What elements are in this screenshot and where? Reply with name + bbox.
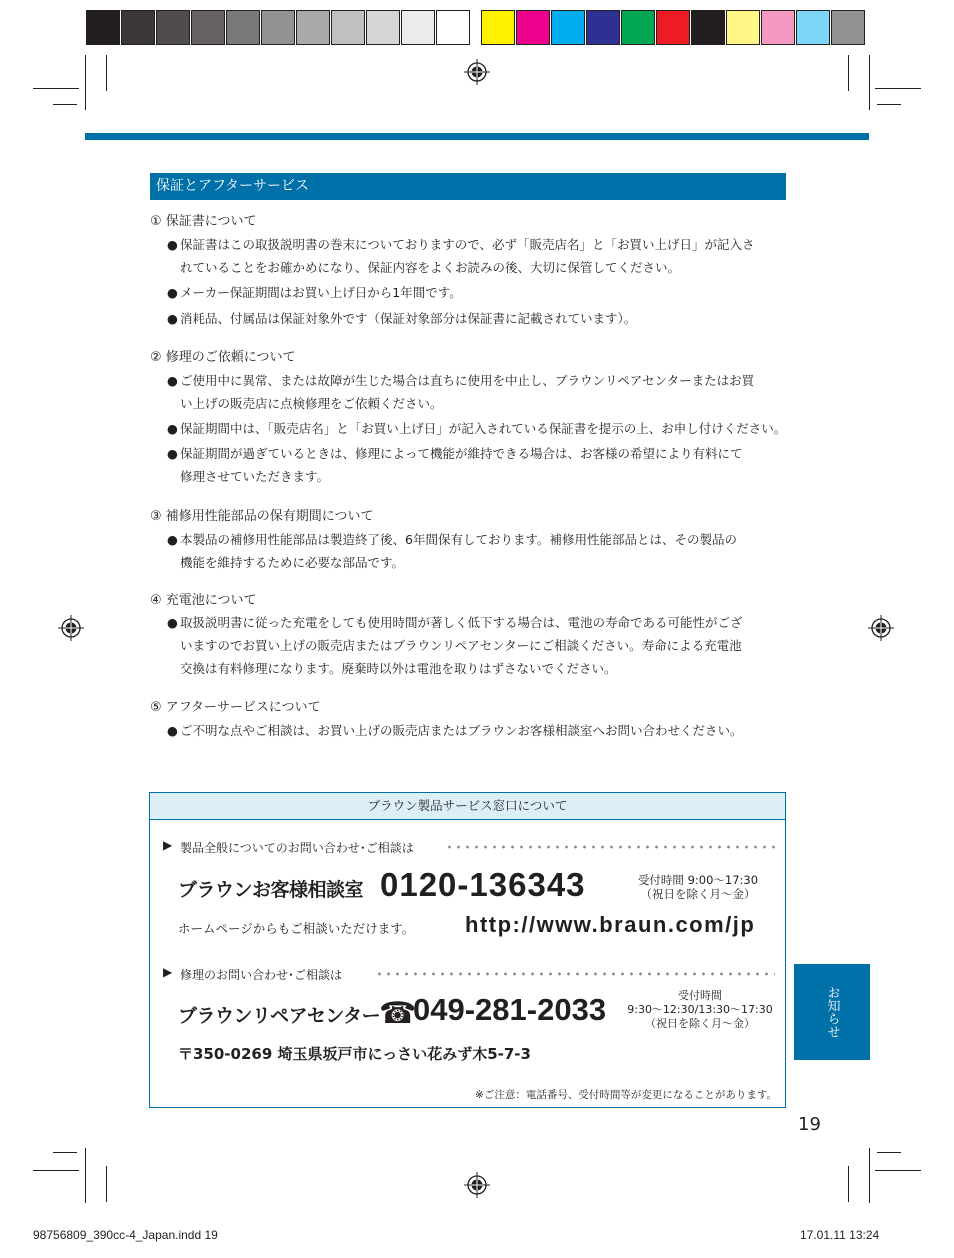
list-item: ● 消耗品、付属品は保証対象外です（保証対象部分は保証書に記載されています）。 bbox=[167, 311, 637, 326]
color-swatch bbox=[691, 10, 725, 45]
registration-mark-icon bbox=[868, 615, 894, 641]
list-item: ● ご不明な点やご相談は、お買い上げの販売店またはブラウンお客様相談室へお問い合わせください。 bbox=[167, 723, 743, 738]
crop-mark bbox=[869, 55, 870, 110]
process-color-bar bbox=[481, 10, 866, 45]
repair-center-address: 〒350-0269 埼玉県坂戸市にっさい花みず木5-7-3 bbox=[178, 1045, 531, 1063]
triangle-marker-icon: ▶ bbox=[163, 965, 173, 979]
color-swatch bbox=[331, 10, 365, 45]
color-swatch bbox=[726, 10, 760, 45]
color-swatch bbox=[296, 10, 330, 45]
registration-mark-icon bbox=[464, 59, 490, 85]
header-rule bbox=[85, 133, 869, 140]
color-swatch bbox=[656, 10, 690, 45]
triangle-marker-icon: ▶ bbox=[163, 838, 173, 852]
crop-mark bbox=[869, 1148, 870, 1203]
list-item: ● 本製品の補修用性能部品は製造終了後、6年間保有しております。補修用性能部品とは、その製品の 機能を維持するために必要な部品です。 bbox=[167, 532, 737, 570]
repair-inquiry-label: 修理のお問い合わせ･ご相談は bbox=[180, 968, 343, 982]
service-contact-box bbox=[149, 792, 786, 1108]
service-box-title: ブラウン製品サービス窓口について bbox=[150, 793, 785, 820]
color-swatch bbox=[366, 10, 400, 45]
list-item: ● メーカー保証期間はお買い上げ日から1年間です。 bbox=[167, 285, 462, 300]
color-swatch bbox=[121, 10, 155, 45]
page-number: 19 bbox=[798, 1114, 821, 1135]
crop-mark bbox=[106, 1166, 107, 1202]
crop-mark bbox=[33, 88, 79, 89]
dotted-leader bbox=[375, 972, 775, 976]
footer-datetime: 17.01.11 13:24 bbox=[800, 1228, 880, 1242]
color-swatch bbox=[586, 10, 620, 45]
crop-mark bbox=[85, 55, 86, 110]
color-swatch bbox=[156, 10, 190, 45]
crop-mark bbox=[875, 88, 921, 89]
crop-mark bbox=[877, 1152, 901, 1153]
item-3-heading: ③ 補修用性能部品の保有期間について bbox=[150, 509, 374, 524]
color-swatch bbox=[516, 10, 550, 45]
color-swatch bbox=[621, 10, 655, 45]
registration-mark-icon bbox=[464, 1172, 490, 1198]
repair-center-name: ブラウンリペアセンター bbox=[178, 1005, 381, 1027]
customer-phone-number: 0120-136343 bbox=[380, 866, 586, 903]
color-swatch bbox=[226, 10, 260, 45]
list-item: ● ご使用中に異常、または故障が生じた場合は直ちに使用を中止し、ブラウンリペアセンターまたはお買 い上げの販売店に点検修理をご依頼ください。 bbox=[167, 373, 755, 411]
website-text: ホームページからもご相談いただけます。 bbox=[178, 921, 415, 936]
repair-hours: 受付時間 9:30～12:30/13:30～17:30 （祝日を除く月～金） bbox=[627, 989, 773, 1030]
registration-mark-icon bbox=[58, 615, 84, 641]
color-swatch bbox=[191, 10, 225, 45]
crop-mark bbox=[33, 1170, 79, 1171]
crop-mark bbox=[85, 1148, 86, 1203]
section-title: 保証とアフターサービス bbox=[150, 173, 786, 200]
color-swatch bbox=[436, 10, 470, 45]
website-url[interactable]: http://www.braun.com/jp bbox=[465, 912, 756, 937]
crop-mark bbox=[106, 55, 107, 91]
color-swatch bbox=[831, 10, 865, 45]
item-1-heading: ① 保証書について bbox=[150, 214, 257, 229]
footer-file-info: 98756809_390cc-4_Japan.indd 19 bbox=[33, 1228, 218, 1242]
list-item: ● 保証期間中は、「販売店名」と「お買い上げ日」が記入されている保証書を提示の上、お申し付けください。 bbox=[167, 421, 787, 436]
dotted-leader bbox=[445, 845, 775, 849]
color-swatch bbox=[796, 10, 830, 45]
customer-desk-name: ブラウンお客様相談室 bbox=[178, 879, 364, 901]
color-swatch bbox=[86, 10, 120, 45]
customer-hours: 受付時間 9:00～17:30 （祝日を除く月～金） bbox=[637, 873, 759, 901]
crop-mark bbox=[848, 1166, 849, 1202]
crop-mark bbox=[877, 104, 901, 105]
item-5-heading: ⑤ アフターサービスについて bbox=[150, 700, 321, 715]
crop-mark bbox=[875, 1170, 921, 1171]
list-item: ● 保証書はこの取扱説明書の巻末についておりますので、必ず「販売店名」と「お買い上げ日」が記入さ れていることをお確かめになり、保証内容をよくお読みの後、大切に保管してください。 bbox=[167, 237, 755, 275]
item-4-heading: ④ 充電池について bbox=[150, 593, 257, 608]
list-item: ● 取扱説明書に従った充電をしても使用時間が著しく低下する場合は、電池の寿命である可能性がござ いますのでお買い上げの販売店またはブラウンリペアセンターにご相談ください。寿命による充電池 交換は有料修理になります。廃棄時以外は電池を取りはずさないでください。 bbox=[167, 615, 743, 676]
telephone-icon: ☎ bbox=[379, 996, 417, 1031]
color-swatch bbox=[481, 10, 515, 45]
general-inquiry-label: 製品全般についてのお問い合わせ･ご相談は bbox=[180, 841, 414, 855]
color-swatch bbox=[401, 10, 435, 45]
item-2-heading: ② 修理のご依頼について bbox=[150, 350, 296, 365]
color-swatch bbox=[261, 10, 295, 45]
gray-color-bar bbox=[86, 10, 471, 45]
color-swatch bbox=[761, 10, 795, 45]
color-swatch bbox=[551, 10, 585, 45]
repair-phone-number: 049-281-2033 bbox=[413, 992, 607, 1027]
list-item: ● 保証期間が過ぎているときは、修理によって機能が維持できる場合は、お客様の希望により有料にて 修理させていただきます。 bbox=[167, 446, 743, 484]
crop-mark bbox=[53, 104, 77, 105]
crop-mark bbox=[848, 55, 849, 91]
notice-text: ※ご注意：電話番号、受付時間等が変更になることがあります。 bbox=[475, 1089, 777, 1101]
crop-mark bbox=[53, 1152, 77, 1153]
side-tab-notice: お知らせ bbox=[794, 964, 870, 1060]
